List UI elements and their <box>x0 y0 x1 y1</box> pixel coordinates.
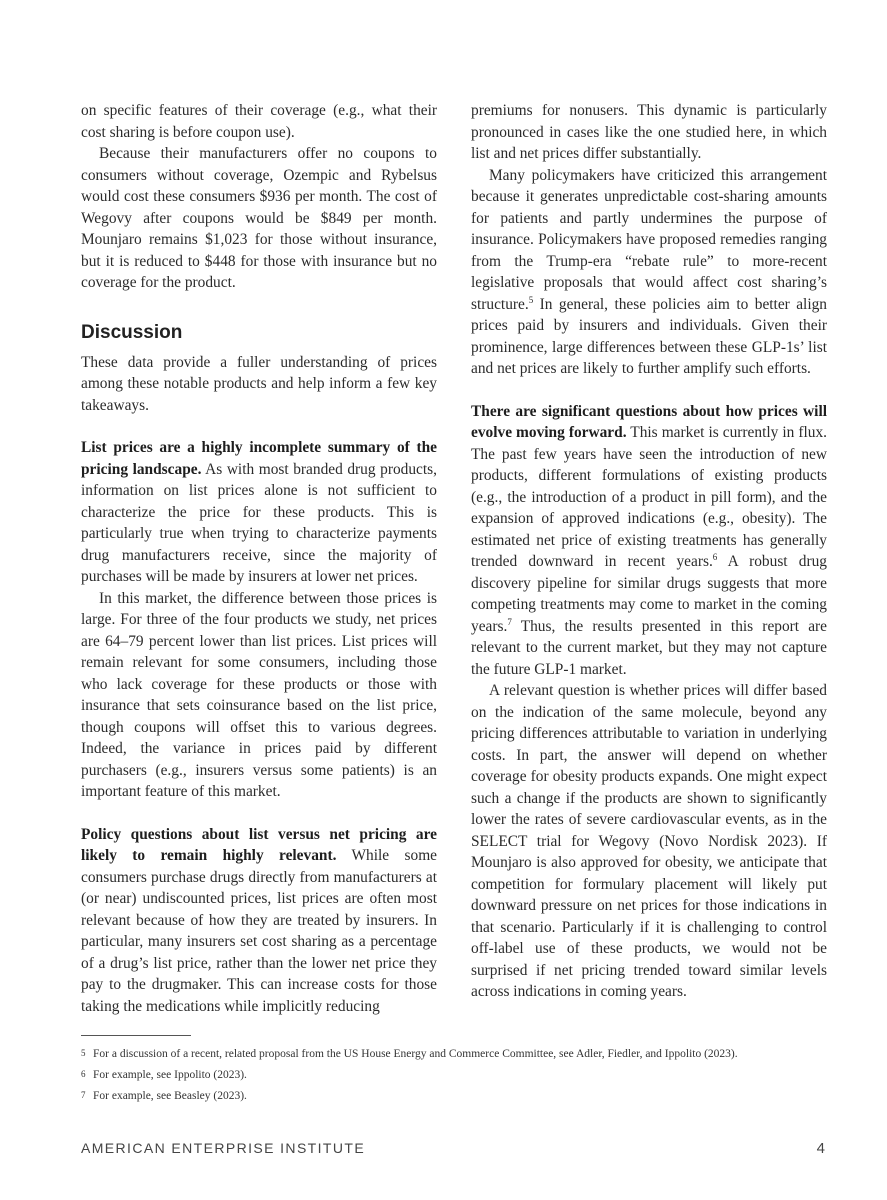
publisher-name: AMERICAN ENTERPRISE INSTITUTE <box>81 1140 366 1156</box>
paragraph: Because their manufacturers offer no coupons to consumers without coverage, Ozempic and Rybelsus would cost these consumers $936 per month. The cost of Wegovy after coupons would be $849 per month. Mounjaro remains $1,023 for those without insurance, but it is reduced to $448 for those with insurance but no coverage for the product. <box>81 145 437 291</box>
paragraph-lead: List prices are a highly incomplete summary of the pricing landscape. <box>81 439 437 478</box>
footnote-text: For a discussion of a recent, related proposal from the US House Energy and Commerce Committee, see Adler, Fiedler, and Ippolito (2023). <box>93 1048 738 1060</box>
footnote-ref[interactable]: 6 <box>712 551 718 562</box>
paragraph <box>471 165 827 380</box>
paragraph-lead: Policy questions about list versus net pricing are likely to remain highly relevant. <box>81 825 437 864</box>
footnote <box>81 1086 841 1107</box>
footnote <box>81 1065 841 1086</box>
footnote-number: 7 <box>81 1090 86 1100</box>
paragraph-body: Many policymakers have criticized this arrangement because it generates unpredictable cost-sharing amounts for patients and partly undermines the purpose of insurance. Policymakers have proposed remedies ranging from the Trump-era “rebate rule” to more-recent legislative proposals that would affect cost sharing’s structure. <box>471 166 827 313</box>
paragraph-body: A robust drug discovery pipeline for similar drugs suggests that more competing treatments may come to market in the coming years. <box>471 553 827 635</box>
paragraph-body: This market is currently in flux. The past few years have seen the introduction of new products, different formulations of existing products (e.g., the introduction of a product in pill form), and the expansion of approved indications (e.g., obesity). The estimated net price of existing treatments has generally trended downward in recent years. <box>471 424 827 570</box>
paragraph-body: In general, these policies aim to better align prices paid by insurers and individuals. Given their prominence, large differences between these GLP-1s’ list and net prices are likely to further amplify such efforts. <box>471 295 827 377</box>
page-number: 4 <box>816 1140 825 1157</box>
footnote <box>81 1044 841 1065</box>
footnote-number: 6 <box>81 1069 86 1079</box>
paragraph: premiums for nonusers. This dynamic is particularly pronounced in cases like the one studied here, in which list and net prices differ substantially. <box>471 102 827 162</box>
paragraph <box>81 437 437 588</box>
footnote-ref[interactable]: 5 <box>528 294 534 305</box>
paragraph <box>81 824 437 1018</box>
section-heading: Discussion <box>81 321 183 343</box>
paragraph-body: As with most branded drug products, information on list prices alone is not sufficient to characterize the price for these products. This is particularly true when trying to characterize payments drug manufacturers receive, since the majority of purchases will be made by insurers at lower net prices. <box>81 460 437 585</box>
footnote-text: For example, see Beasley (2023). <box>93 1090 247 1102</box>
footnotes <box>81 1044 841 1107</box>
page-footer <box>81 1140 825 1157</box>
paragraph-lead: There are significant questions about how prices will evolve moving forward. <box>471 402 827 441</box>
paragraph-body: Thus, the results presented in this report are relevant to the current market, but they may not capture the future GLP-1 market. <box>471 617 827 678</box>
paragraph-body: While some consumers purchase drugs directly from manufacturers at (or near) undiscounted prices, list prices are often most relevant because of how they are treated by insurers. In particular, many insurers set cost sharing as a percentage of a drug’s list price, rather than the lower net price they pay to the drugmaker. This can increase costs for those taking the medications while implicitly reducing <box>81 847 437 1015</box>
footnote-ref[interactable]: 7 <box>507 616 512 627</box>
footnote-text: For example, see Ippolito (2023). <box>93 1069 247 1081</box>
paragraph: In this market, the difference between those prices is large. For three of the four products we study, net prices are 64–79 percent lower than list prices. List prices will remain relevant for some consumers, including those who lack coverage for these products or those with insurance that sets coinsurance based on the list price, though coupons will offset this to various degrees. Indeed, the variance in prices paid by different purchasers (e.g., insurers versus some patients) is an important feature of this market. <box>81 589 437 800</box>
footnote-divider <box>81 1035 191 1036</box>
paragraph <box>471 401 827 681</box>
footnote-number: 5 <box>81 1048 86 1058</box>
right-column <box>471 100 827 1003</box>
paragraph: on specific features of their coverage (e.g., what their cost sharing is before coupon use). <box>81 102 437 141</box>
paragraph: These data provide a fuller understanding of prices among these notable products and help inform a few key takeaways. <box>81 353 437 414</box>
left-column <box>81 100 437 1017</box>
paragraph: A relevant question is whether prices will differ based on the indication of the same molecule, beyond any pricing differences attributable to variation in underlying costs. In part, the answer will depend on whether coverage for obesity products expands. One might expect such a change if the products are shown to significantly lower the rates of severe cardiovascular events, as in the SELECT trial for Wegovy (Novo Nordisk 2023). If Mounjaro is also approved for obesity, we anticipate that competition for formulary placement will likely put downward pressure on net prices for those indications in that scenario. Particularly if it is challenging to control off-label use of these products, we would not be surprised if net pricing trended toward similar levels across indications in coming years. <box>471 682 827 1000</box>
